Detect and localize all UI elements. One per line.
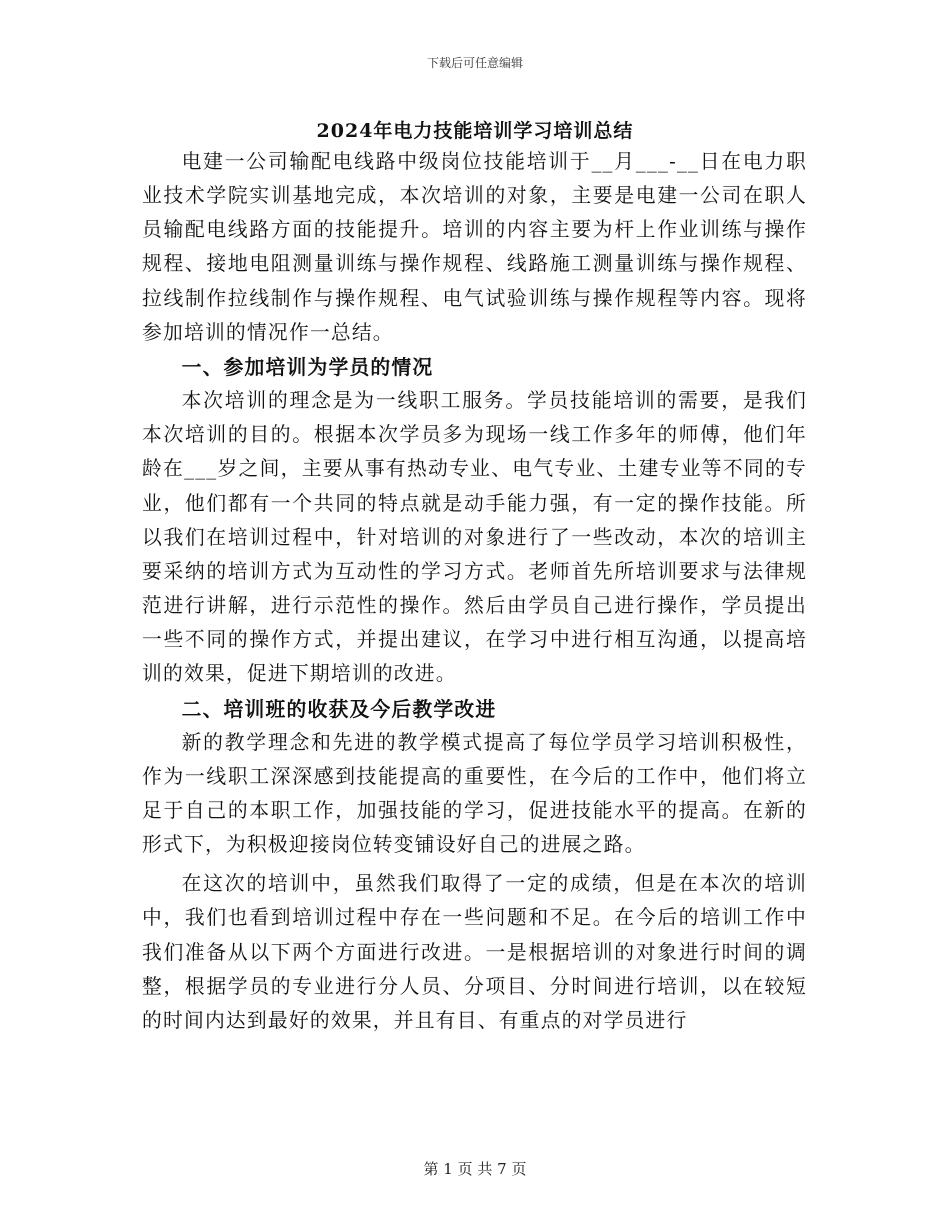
section-2-paragraph-2: 在这次的培训中，虽然我们取得了一定的成绩，但是在本次的培训中，我们也看到培训过程中存在一些问题和不足。在今后的培训工作中我们准备从以下两个方面进行改进。一是根据培训的对象进行时间的调整，根据学员的专业进行分人员、分项目、分时间进行培训，以在较短的时间内达到最好的效果，并且有目、有重点的对学员进行: [142, 872, 807, 1032]
section-1-paragraph: 本次培训的理念是为一线职工服务。学员技能培训的需要，是我们本次培训的目的。根据本次学员多为现场一线工作多年的师傅，他们年龄在___岁之间，主要从事有热动专业、电气专业、土建专业等不同的专业，他们都有一个共同的特点就是动手能力强，有一定的操作技能。所以我们在培训过程中，针对培训的对象进行了一些改动，本次的培训主要采纳的培训方式为互动性的学习方式。老师首先所培训要求与法律规范进行讲解，进行示范性的操作。然后由学员自己进行操作，学员提出一些不同的操作方式，并提出建议，在学习中进行相互沟通，以提高培训的效果，促进下期培训的改进。: [142, 389, 807, 686]
page-number: 第 1 页 共 7 页: [423, 1160, 527, 1178]
document-title: 2024年电力技能培训学习培训总结: [316, 120, 634, 142]
section-heading-2: 二、培训班的收获及今后教学改进: [181, 696, 497, 721]
section-2-paragraph-1: 新的教学理念和先进的教学模式提高了每位学员学习培训积极性，作为一线职工深深感到技能提高的重要性，在今后的工作中，他们将立足于自己的本职工作，加强技能的学习，促进技能水平的提高。在新的形式下，为积极迎接岗位转变铺设好自己的进展之路。: [142, 730, 807, 857]
intro-paragraph: 电建一公司输配电线路中级岗位技能培训于__月___-__日在电力职业技术学院实训基地完成，本次培训的对象，主要是电建一公司在职人员输配电线路方面的技能提升。培训的内容主要为杆上作业训练与操作规程、接地电阻测量训练与操作规程、线路施工测量训练与操作规程、拉线制作拉线制作与操作规程、电气试验训练与操作规程等内容。现将参加培训的情况作一总结。: [142, 150, 807, 344]
header-note: 下载后可任意编辑: [426, 56, 523, 70]
section-heading-1: 一、参加培训为学员的情况: [181, 354, 434, 379]
document-body: [142, 145, 807, 1038]
